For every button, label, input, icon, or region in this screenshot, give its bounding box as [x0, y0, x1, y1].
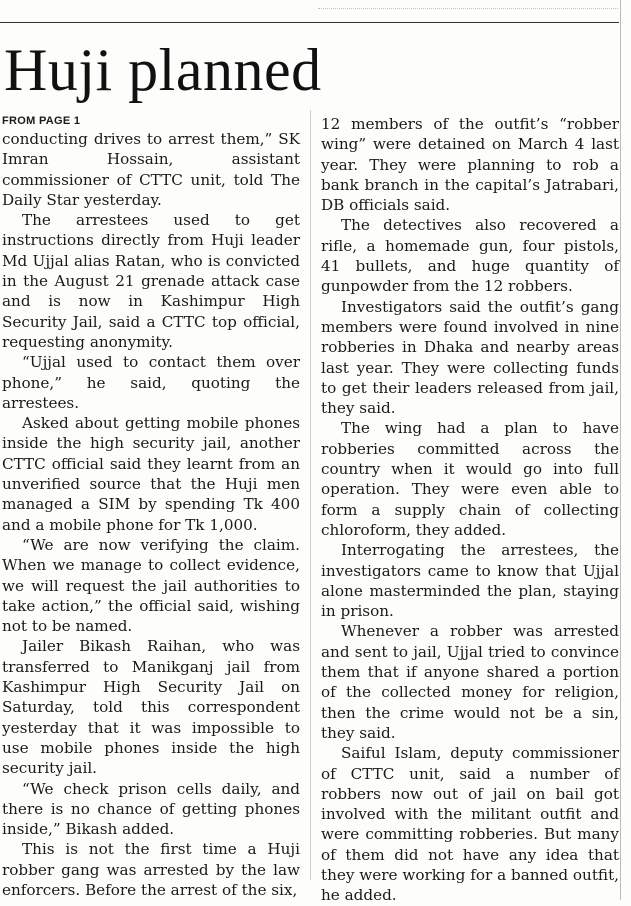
article-column-left — [2, 114, 300, 900]
article-column-right — [321, 114, 619, 906]
paragraph: Investigators said the outfit’s gang members were found involved in nine robberies in Dhaka and nearby areas last year. They were collecting funds to get their leaders released from jail, they said. — [321, 297, 619, 418]
paragraph: Jailer Bikash Raihan, who was transferred to Manikganj jail from Kashimpur High Security Jail on Saturday, told this correspondent yesterday that it was impossible to use mobile phones inside the high security jail. — [2, 637, 300, 778]
paragraph: The arrestees used to get instructions directly from Huji leader Md Ujjal alias Ratan, who is convicted in the August 21 grenade attack case and is now in Kashimpur High Security Jail, said a CTTC top official, requesting anonymity. — [2, 211, 300, 351]
paragraph: “We check prison cells daily, and there is no chance of getting phones inside,” Bikash added. — [2, 779, 300, 839]
continued-from-kicker: FROM PAGE 1 — [2, 115, 81, 127]
page-edge-rule — [620, 0, 621, 900]
paragraph: Saiful Islam, deputy commissioner of CTTC unit, said a number of robbers now out of jail on bail got involved with the militant outfit and were committing robberies. But many of them did not have any idea that they were working for a banned outfit, he added. — [321, 744, 619, 905]
paragraph: conducting drives to arrest them,” SK Imran Hossain, assistant commissioner of CTTC unit, told The Daily Star yesterday. — [2, 130, 300, 209]
paragraph: Whenever a robber was arrested and sent to jail, Ujjal tried to convince them that if anyone shared a portion of the collected money for religion, then the crime would not be a sin, they said. — [321, 622, 619, 742]
paragraph: 12 members of the outfit’s “robber wing” were detained on March 4 last year. They were planning to rob a bank branch in the capital’s Jatrabari, DB officials said. — [321, 115, 619, 215]
previous-article-edge — [318, 0, 618, 9]
paragraph: Asked about getting mobile phones inside the high security jail, another CTTC official said they learnt from an unverified source that the Huji men managed a SIM by spending Tk 400 and a mobile phone for Tk 1,000. — [2, 414, 300, 534]
paragraph: “We are now verifying the claim. When we manage to collect evidence, we will request the jail authorities to take action,” the official said, wishing not to be named. — [2, 535, 300, 636]
paragraph: Interrogating the arrestees, the investigators came to know that Ujjal alone masterminded the plan, staying in prison. — [321, 541, 619, 621]
column-divider — [310, 110, 311, 880]
headline: Huji planned — [4, 37, 322, 103]
top-rule — [0, 22, 619, 23]
paragraph: The wing had a plan to have robberies committed across the country when it would go into full operation. They were even able to form a supply chain of collecting chloroform, they added. — [321, 419, 619, 539]
paragraph: “Ujjal used to contact them over phone,” he said, quoting the arrestees. — [2, 353, 300, 412]
paragraph: The detectives also recovered a rifle, a homemade gun, four pistols, 41 bullets, and huge quantity of gunpowder from the 12 robbers. — [321, 216, 619, 296]
paragraph: This is not the first time a Huji robber gang was arrested by the law enforcers. Before the arrest of the six, — [2, 840, 300, 899]
